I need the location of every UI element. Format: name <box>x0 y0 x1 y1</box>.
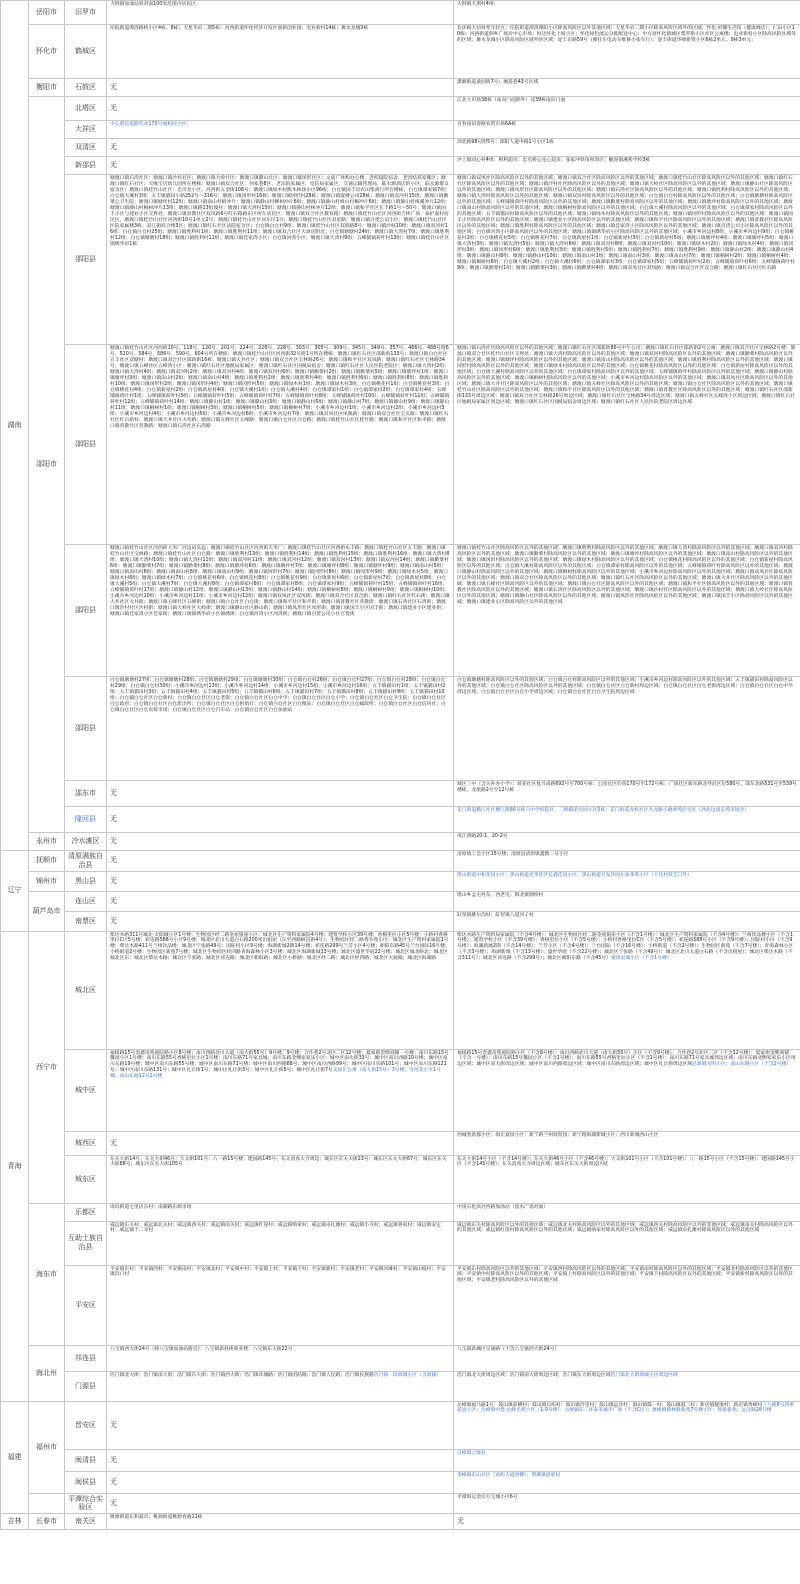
high-risk-cell: 无 <box>107 1131 454 1155</box>
medium-risk-cell: 塔山乡孟屯村东、西老屯；钢北镇钢铁村 <box>454 891 800 911</box>
county-cell: 邵阳县 <box>65 677 107 781</box>
medium-risk-cell: 潇湘街道桑园街7号；城基巷43号区域 <box>454 79 800 97</box>
medium-risk-cell: 平安镇东村除高风险区以外的其他区域；平安镇西村除高风险区以外的其他区域；平安镇南村除高风险区以外的其他区域；平安镇北村除高风险区以外的其他区域；平安镇中村除高风险区以外的其他区域；平安镇上村除高风险区以外的其他区域；平安镇下村除高风险区以外的其他区域；平安镇新村除高风险区以外的其他区域；平安镇老村除高风险区以外的其他区域 <box>454 1265 800 1345</box>
table-row <box>1 1155 800 1203</box>
medium-risk-cell: 东关大街14号小区（不含14号楼）；东关大街46号小区（不含46号楼）；大众街101号小区（不含101号楼）；八一路15号小区（不含15号楼）；建国路145号小区（不含145号楼）；东关清真大寺周边区域；城东区东关大街周边区域 <box>454 1155 800 1203</box>
county-cell: 平安区 <box>65 1265 107 1345</box>
table-row <box>1 545 800 677</box>
county-cell: 大祥区 <box>65 121 107 139</box>
county-cell: 互助土族自治县 <box>65 1221 107 1265</box>
table-row <box>1 1131 800 1155</box>
table-row <box>1 1 800 25</box>
medium-risk-cell: 江北大市场38栋（南向门面除外）及39栋南向门面 <box>454 97 800 121</box>
county-cell: 石鼓区 <box>65 79 107 97</box>
table-row <box>1 1345 800 1371</box>
table-row <box>1 871 800 891</box>
high-risk-cell: 无 <box>107 851 454 872</box>
county-cell: 鹤城区 <box>65 25 107 79</box>
county-cell: 闽侯县 <box>65 1471 107 1493</box>
table-row <box>1 677 800 781</box>
medium-risk-cell: 福绥路15号金鑫帝苑庭院路小区（不含8号楼）；南川西路北川大道（南大街55号）小区（不含9号楼）；合作巷2号北区二区（不含12号楼）；夏家街金牌商铺（不含一号楼）；南川东路15号馨园小区（不含1号楼）；南川东路55号香格里拉小区（不含1号楼）；南川东路71号家具城周边区域；南川东路北侧家家乐小区周边区域；城中区南大街周边区域；城中区南川西路周边区域；城中区南川东路周边区域；城中区礼让街周边区域总寨镇光明小区；南山东路小区（不含2号楼） <box>454 1049 800 1131</box>
high-risk-cell: 无 <box>107 157 454 175</box>
high-risk-cell: 大荆镇加油站斜对面100米范围内居民区； <box>107 1 454 25</box>
medium-risk-cell: 城区三中（含关补办小学）；蒋花社区复兴南路692号至700号栋；公园社区钓鱼170号至172号栋；广场社区新东路北外沿区位580号、邵东北路531号至539号楼栋、龙航路2号至12号栋 <box>454 781 800 807</box>
county-cell: 平潭综合实验区 <box>65 1493 107 1514</box>
city-cell: 海东市 <box>29 1203 65 1345</box>
high-risk-cell: 八宝镇西大街24号（除八宝镇加油站附近）；八宝镇新村街商业楼；八宝镇东大街22号 <box>107 1345 454 1371</box>
medium-risk-cell: 柴达木路生产资料局家属院（不含4号楼）；城北区生物园区经二路金座银座小区（不含1号楼）；城北区生产资料家属院（不含4号楼）；兰州饮品楼小区（不含1号楼）；建筑学校小区（不含39号楼）；香格里拉小区（不含5号楼）；小桥村香格里拉C区（不含5号楼）；祁连路588号小区（不含9号楼）；国际村小区（不含9号楼）；海湖新城2期（不含14号楼）；兰芳小区（不含4号楼）；兰台国际（不含16号楼）；小桥街道（不含2号楼）；生物园区新苑（不含7号楼）；青海森林小区（不含3号楼）；海湖新城（不含13号楼）；盛世华庭（不含22号楼）；城北区宁张路（不含49号）；城北区北川大道白石路（不含出租屋）；城北区柴达木路（不含311号）；城北区祁连路（不含299号）；城北区朝阳东路（不含45号）蒙琦星城小区（不含1号楼） <box>454 931 800 1049</box>
table-row <box>1 1449 800 1471</box>
table-row <box>1 781 800 807</box>
table-row <box>1 25 800 79</box>
table-row <box>1 911 800 931</box>
city-cell: 衡阳市 <box>29 79 65 97</box>
city-cell: 岳阳市 <box>29 1 65 25</box>
medium-risk-cell: 花门街道横江社区横江路86号栋六中学校院区、二桥路荣光园小区5栋；花门街道龙岭社区九龙路小晓翠苑住宅区（西北边国京苑市场旁） <box>454 807 800 833</box>
medium-risk-cell: 西城苑新都小区；海宏嘉园小区；新宁路兰州商贸园；新宁路海湖新城小区；西川新城西山小区 <box>454 1131 800 1155</box>
high-risk-cell: 无 <box>107 97 454 121</box>
medium-risk-cell: 白仓镇塘塘村除高风险区以外的其他区域；白仓镇白仓村除高风险区以外的其他区域；小溪市乡河边村除高风险区以外的其他区域；五丰镇猫田村除高风险区以外的其他区域；白仓镇白仓社区除高风险区以外的其他区域；白仓镇白仓社区白仓新村周边区域；白仓镇白仓社区白仓老街周边区域；白仓镇白仓社区白仓中学周边区域；白仓镇白仓社区白仓小学周边区域；白仓镇白仓社区白仓卫生院周边区域 <box>454 677 800 781</box>
medium-risk-cell: 北环路大信财兆年轻点；坨院街道潭湾潭阳小区除高风险区以外其他区域；天星华府二期小区除高风险区域外的区域；怀化·府馨生活馆（健康峰店）；仁田小区10栋；河西街道侗乡广场旁中心市场；恒达怀化上坡小区；怀化绿色流运分拣配送中心；中方县怀化鹤城区梨罗街小区社区公寓楼；电业新村小区除高风险区域外的区域；舞水龙城小区除高风险区域外的区域；迎丰东路59号（摩托车电动车维修小张车行）；迎丰街道华峰新资小区6栋2单元、9栋3单元； <box>454 25 800 79</box>
table-row <box>1 157 800 175</box>
medium-risk-cell: 塘渡口镇桂竹山社区除高风险区以外的其他区域；塘渡口镇胜利村除高风险区以外的其他区域；塘渡口镇大湾村除高风险区以外的其他区域；塘渡口镇双河村除高风险区以外的其他区域；塘渡口镇勤菜村除高风险区以外的其他区域；塘渡口镇塘坪村除高风险区以外的其他区域；塘渡口镇南山村除高风险区以外的其他区域；塘渡口镇冈形村除高风险区以外的其他区域；塘渡口镇绿木村除高风险区以外的其他区域；白仓镇桃花村除高风险区以外的其他区域；白仓镇新屋村除高风险区以外的其他区域；白仓镇大溪村除高风险区以外的其他区域；白仓镇谭家村除高风险区以外的其他区域；五峰铺镇荷叶村除高风险区以外的其他区域；塘渡口镇静山村除高风险区以外的其他区域；塘渡口镇桐树村除高风险区以外的其他区域；小溪市乡河边村除高风险区以外的其他区域；塘渡口镇双凤社区除高风险区以外的其他区域；塘渡口镇双合社区除高风险区以外的其他区域；塘渡口镇红石社区除高风险区以外的其他区域；塘渡口镇大井社区除高风险区以外的其他区域；塘渡口镇五峰社区除高风险区以外的其他区域；塘渡口镇白仓社区除高风险区以外的其他区域；塘渡口镇和平社区除高风险区以外的其他区域；塘渡口镇普教社区除高风险区以外的其他区域；塘渡口镇石湾社区除高风险区以外的其他区域；塘渡口镇沙村社区除高风险区以外的其他区域；塘渡口镇大岭社区除高风险区以外的其他区域；塘渡口镇静山社区除高风险区以外的其他区域；塘渡口镇凤形社区除高风险区以外的其他区域；塘渡口镇国丰小区除高风险区以外的其他区域；塘渡口镇建业小区除高风险区以外的其他区域 <box>454 545 800 677</box>
table-row <box>1 891 800 911</box>
table-row <box>1 807 800 833</box>
medium-risk-cell: 白樟镇云渡村 <box>454 1449 800 1471</box>
table-row <box>1 1265 800 1345</box>
city-cell: 永州市 <box>29 833 65 851</box>
table-row <box>1 1221 800 1265</box>
county-cell: 北塔区 <box>65 97 107 121</box>
table-row <box>1 1049 800 1131</box>
high-risk-cell: 福绥路15号金鑫帝苑庭院路小区8号楼；南川西路北川大道（南大街55号）9号楼，9号楼；合作巷2号北区二区12号楼；夏家街金牌商铺一号楼；南川东路15号馨园小区1号楼；南川东路55号香格里拉小区1号楼；南川东路71号家具城；南川东路北侧家家乐小区；城中区南大街33号；城中区南川西路10号楼；城中区南川东路19号楼；城中区南川东路55号楼；城中区南川东路71号楼；城中区南川西路88号；城中区南川西路99号；城中区南川东路101号；城中区南川东路121号；城中区南川东路131号；城中区礼让街1号；城中区礼让街3号；城中区礼让街5号；城中区礼让街7号美居汇公寓（南大街15号）3号楼；雪莲花小区1号楼；南山东路12号2号楼 <box>107 1049 454 1131</box>
county-cell: 黑山县 <box>65 871 107 891</box>
medium-risk-cell: 塘渡口镇石湾社区除高风险区以外的其他区域；塘渡口镇红石社区邵新街86号中午公司；塘渡口镇红石社区邵新街2号公寓；塘渡口镇双合社区宝林路2号楼；塘渡口镇双合社区桂竹山社区交界处；塘渡口镇大湾村除高风险区以外的其他区域；塘渡口镇双河村除高风险区以外的其他区域；塘渡口镇勤菜村除高风险区以外的其他区域；塘渡口镇塘坪村除高风险区以外的其他区域；塘渡口镇南山村除高风险区以外的其他区域；塘渡口镇胜利村除高风险区以外的其他区域；塘渡口镇冈形村除高风险区以外的其他区域；塘渡口镇绿木村除高风险区以外的其他区域；白仓镇桃花村除高风险区以外的其他区域；白仓镇新屋村除高风险区以外的其他区域；白仓镇大溪村除高风险区以外的其他区域；白仓镇谭家村除高风险区以外的其他区域；五峰铺镇荷叶村除高风险区以外的其他区域；塘渡口镇静山村除高风险区以外的其他区域；塘渡口镇桐树村除高风险区以外的其他区域；小溪市乡河边村除高风险区以外的其他区域；塘渡口镇双凤社区除高风险区以外的其他区域；塘渡口镇大井社区除高风险区以外的其他区域；塘渡口镇五峰社区除高风险区以外的其他区域；塘渡口镇白仓社区除高风险区以外的其他区域；塘渡口镇桂竹山社区除高风险区以外的其他区域；塘渡口镇和平社区除高风险区以外的其他区域；塘渡口镇普教社区除高风险区以外的其他区域；塘渡口镇红石社区邵新街133号周边区域；塘渡口镇双合社区宝林路26号周边区域；塘渡口镇红石社区宝林路34号周边区域；塘渡口镇五峰社区五峰湾小区周边区域；塘渡口镇红石社区地税局家属区周边区域；塘渡口镇红石社区国税局宿舍周边区域；塘渡口镇红石社区人民医院老院区周边区域 <box>454 345 800 545</box>
county-cell: 城中区 <box>65 1049 107 1131</box>
medium-risk-cell: 百春园旧春路农贸市场6A栋 <box>454 121 800 139</box>
city-cell: 邵阳市 <box>29 97 65 833</box>
table-row <box>1 851 800 872</box>
county-cell: 城北区 <box>65 931 107 1049</box>
table-row <box>1 931 800 1049</box>
high-risk-cell: 无 <box>107 833 454 851</box>
high-risk-cell: 白仓镇塘塘村27组；白仓镇塘塘村28组；白仓镇塘塘村29组；白仓镇塘塘村30组；白仓镇白仓村26组；白仓镇白仓村27组；白仓镇白仓村28组；白仓镇白仓村29组；白仓镇白仓村30组；小溪市乡河边村13组；小溪市乡河边村14组；小溪市乡河边村15组；小溪市乡河边村16组；五丰镇猫田村1组；五丰镇猫田村2组；五丰镇猫田村3组；五丰镇猫田村4组；五丰镇猫田村5组；五丰镇猫田村6组；五丰镇猫田村7组；五丰镇猫田村8组；五丰镇猫田村9组；五丰镇猫田村10组；白仓镇白仓社区白仓新村；白仓镇白仓社区白仓老街；白仓镇白仓社区白仓中学；白仓镇白仓社区白仓小学；白仓镇白仓社区白仓卫生院；白仓镇白仓社区白仓政府；白仓镇白仓社区白仓派出所；白仓镇白仓社区白仓供销社；白仓镇白仓社区白仓粮站；白仓镇白仓社区白仓邮政所；白仓镇白仓社区白仓信用社；白仓镇白仓社区白仓农贸市场；白仓镇白仓社区白仓汽车站；白仓镇白仓社区白仓加油站 <box>107 677 454 781</box>
high-risk-cell: 东关大街14号；东关大街46号；大众街101号；八一路15号楼；建国路145号；东关清真大寺周边；城东区东关大街23号；城东区东关大街67号；城东区东关大街88号；城东区东关大街105号 <box>107 1155 454 1203</box>
province-cell: 福建 <box>1 1401 29 1514</box>
province-cell: 青海 <box>1 931 29 1401</box>
county-cell: 南票区 <box>65 911 107 931</box>
city-cell: 葫芦岛市 <box>29 891 65 931</box>
medium-risk-cell: 平潭海运金岸万宝城小区6号 <box>454 1493 800 1514</box>
high-risk-cell: 坨院街道潭湾路桥小区4栋、8栋；天星华府二期5栋；河西街道怀化经济开发区创新创业园；电业新村14栋；舞水龙城3栋 <box>107 25 454 79</box>
high-risk-cell: 无 <box>107 1401 454 1449</box>
high-risk-cell: 浩门镇北大街；浩门镇南大街；浩门镇东大街；浩门镇西大街；浩门镇环城路；浩门镇团结路；浩门镇人民路；浩门镇民族路浩门镇一段商城小区（含商铺） <box>107 1371 454 1401</box>
county-cell: 南关区 <box>65 1514 107 1530</box>
city-cell: 长春市 <box>29 1514 65 1530</box>
county-cell: 邵东市 <box>65 781 107 807</box>
county-cell: 汨罗市 <box>65 1 107 25</box>
table-row <box>1 121 800 139</box>
high-risk-cell: 桃源街道东和超市；桃源街道桃源春晓11栋 <box>107 1514 454 1530</box>
medium-risk-cell: 清原镇工会小区15号楼；清原县清原镇鑫数二号小区 <box>454 851 800 872</box>
county-cell: 城东区 <box>65 1155 107 1203</box>
county-cell: 闽清县 <box>65 1449 107 1471</box>
province-cell: 吉林 <box>1 1514 29 1530</box>
county-cell: 冷水滩区 <box>65 833 107 851</box>
medium-risk-cell: 缸窑镇姚尔沟村；缸窑镇八道河子村 <box>454 911 800 931</box>
high-risk-cell: 无 <box>107 807 454 833</box>
table-row <box>1 1471 800 1493</box>
city-cell <box>29 1493 65 1514</box>
medium-risk-cell: 威远镇东关村除高风险区以外的其他区域；威远镇北关村除高风险区以外的其他区域；威远镇西关村除高风险区以外的其他区域；威远镇南关村除高风险区以外的其他区域；威远镇红崖村除高风险区以外的其他区域；威远镇纳家村除高风险区以外的其他区域；威远镇卓扎滩村除高风险区以外的其他区域 <box>454 1221 800 1265</box>
county-cell: 清原满族自治县 <box>65 851 107 872</box>
high-risk-cell: 塘渡口镇石湾社区：塘渡口镇沙村社区：塘渡口镇大岭社区；塘渡口镇静山社区；塘渡口镇凤形社区；文庙广休购办公楼、老校寝院宿舍、老团结邓家搬区；塘渡口镇红石社区；天缘宝贝幼儿园所在楼栋；塘渡口镇双合社区：何家巷8区、老法院家属区、电信局家属区、交通运输管理局、陆水源酒店的小区，陆水源群众宿舍区；塘渡口镇桂竹山社区：忠洋龙小区、河西街五金街108号；塘渡口镇绿木村熊木林场小区96栋；白仓镇国丰房农田集商行所在楼栋；白仓镇谭家镇7组；白仓镇大溪村3组；五丰镇猫田小路252号～316号；塘渡口镇冈形村16栋；塘渡口镇冈形村28栋；塘渡口镇厦楼公司28栋；塘渡口镇双河村15组；塘渡口镇勤菜公卫生院；塘渡口镇塘坪村12组；塘渡口镇南山村板冲片；塘渡口镇静山村柳树冲片6组；塘渡口镇静山村峰山村桐冲片6组；塘渡口镇静山村梅溪冲片12组；塘渡口镇静山村桐树冲片13组；塘渡口镇路13组坡村；塘渡口镇大湾村15组；塘渡口镇静山村林冲片12组；塘渡口镇和平社区长丰路1号～50号；塘渡口镇国丰小区与建业小区交界处；塘渡口镇普教社区双凤路6号红石路路东区所在居民区；塘渡口镇双合社区教育路；塘渡口镇桂竹山社区河西街吉林广场、泰护嘉村居民区，塘渡口镇桂竹山社区河西街10号1单元2号；塘渡口镇桂竹山社区居东区1号；塘渡口镇桂竹山社区双星路；塘渡口镇百货公司小区；塘渡口镇桂竹山社区医院家属楼3栋；双江街综合楼3区；塘渡口镇红石社区法院宿舍区；白仓镇白仓村9组；塘渡口镇桂竹山社区双新路8号；塘渡口镇沙村10组；塘渡口镇双河村16组；白仓镇白仓村25组；塘渡口镇胜利村1组；塘渡口镇胜利村11组；塘渡口镇双合社区大酒店附近；白仓镇塘塘村24组；塘渡口镇大湾村7组；塘渡口镇胜利村12组；白仓镇塘塘村18组；塘渡口镇胜利村11组；塘渡口镇佳家湾小区；白仓镇河湾小区；塘渡口镇大湾村9组；五峰铺镇荷叶村13组；塘渡口镇桂竹山社区锦绣华府1栋 <box>107 175 454 345</box>
county-cell: 城西区 <box>65 1131 107 1155</box>
high-risk-cell: 无 <box>107 911 454 931</box>
table-row <box>1 1401 800 1449</box>
medium-risk-cell: 中国石化滨河西路加油站（湟水广场对面） <box>454 1203 800 1221</box>
high-risk-cell: 塘渡口镇桂竹山社区河西街大米厂河边码头边；塘渡口镇桂竹山社区河西街大米厂；塘渡口镇桂竹山社区河西街永丰路；塘渡口镇桂竹山社区五丰路；塘渡口镇桂竹山社区宝林路；塘渡口镇桂竹山社区白仓路；塘渡口镇胜利村13组；塘渡口镇胜利村14组；塘渡口镇胜利村15组；塘渡口镇胜利村16组；塘渡口镇大湾村8组；塘渡口镇大湾村10组；塘渡口镇大湾村11组；塘渡口镇双河村11组；塘渡口镇双河村12组；塘渡口镇双河村13组；塘渡口镇双河村14组；塘渡口镇勤菜村6组；塘渡口镇勤菜村7组；塘渡口镇勤菜村8组；塘渡口镇塘坪村6组；塘渡口镇塘坪村7组；塘渡口镇塘坪村8组；塘渡口镇塘坪村9组；塘渡口镇南山村5组；塘渡口镇南山村6组；塘渡口镇南山村8组；塘渡口镇南山村9组；塘渡口镇冈形村7组；塘渡口镇冈形村8组；塘渡口镇冈形村9组；塘渡口镇绿木村5组；塘渡口镇绿木村6组；塘渡口镇绿木村7组；白仓镇桃花村6组；白仓镇桃花村8组；白仓镇桃花村9组；白仓镇新屋村6组；白仓镇新屋村7组；白仓镇新屋村8组；白仓镇大溪村5组；白仓镇大溪村7组；白仓镇大溪村8组；白仓镇谭家村6组；白仓镇谭家村8组；白仓镇谭家村9组；五峰铺镇荷叶村15组；五峰铺镇荷叶村16组；五峰铺镇荷叶村17组；塘渡口镇静山村12组；塘渡口镇静山村13组；塘渡口镇静山村14组；塘渡口镇桐树村8组；塘渡口镇桐树村9组；塘渡口镇桐树村10组；小溪市乡河边村10组；小溪市乡河边村11组；小溪市乡河边村12组；塘渡口镇双凤社区双凤街；塘渡口镇双合社区双合街；塘渡口镇红石社区红石街；塘渡口镇大井社区大井街；塘渡口镇五峰社区五峰街；塘渡口镇白仓社区白仓街；塘渡口镇和平社区和平街；塘渡口镇普教社区普教街；塘渡口镇石湾社区石湾街；塘渡口镇沙村社区沙村街；塘渡口镇大岭社区大岭街；塘渡口镇静山社区静山街；塘渡口镇凤形社区凤形街；塘渡口镇国丰小区国丰街；塘渡口镇建业小区建业街；塘渡口镇佳家湾小区佳家街；塘渡口镇锦绣华府小区锦绣街；白仓镇河湾小区河湾街；塘渡口镇百货公司小区百货街 <box>107 545 454 677</box>
city-cell: 西宁市 <box>29 931 65 1203</box>
high-risk-cell: 无 <box>107 1471 454 1493</box>
medium-risk-cell: 金峰镇东山社区（南屿大道西侧）；荆溪镇徐家村 <box>454 1471 800 1493</box>
city-cell: 锦州市 <box>29 871 65 891</box>
high-risk-cell: 无 <box>107 871 454 891</box>
county-cell: 隆回县 <box>65 807 107 833</box>
table-row <box>1 139 800 157</box>
county-cell: 双清区 <box>65 139 107 157</box>
county-cell: 邵阳县 <box>65 345 107 545</box>
risk-area-table-body <box>1 1 800 1530</box>
medium-risk-cell: 浩门镇北大街周边区域；浩门镇南大街周边区域；浩门镇东大街周边区域浩门镇北大街商城小区周边区域 <box>454 1371 800 1401</box>
table-row <box>1 1203 800 1221</box>
county-cell: 晋安区 <box>65 1401 107 1449</box>
province-cell: 辽宁 <box>1 851 29 932</box>
high-risk-cell: 无 <box>107 1493 454 1514</box>
county-cell: 乐都区 <box>65 1203 107 1221</box>
table-row <box>1 833 800 851</box>
medium-risk-cell: 大荆镇大荆村4组； <box>454 1 800 25</box>
medium-risk-cell: 无 <box>454 1514 800 1530</box>
province-cell: 湖南 <box>1 1 29 851</box>
high-risk-cell: 柴达木路311号城北·太阳城小区1号楼；生物园区经二路金座银座小区；城北区生产资料家属院4号楼；建筑学校小区39号楼；香格里拉小区5号楼；小桥村香格里拉C区5号楼；祁连路588号小区9号楼；城北区北川大道白石路200米出租屋（东至西路纵直街4号）；生物园区经二路秀水苑小区；城北区生产资料家属院1号楼；柴达木路411号兰州饮品楼；城北区宁张路49号；国际村小区9号楼；海湖新城2期14号楼；祁连路299号兰芳小区4号楼；朝阳东路45号兰台国际16号楼；小桥街道2号楼；生物园区新苑7号楼；城北区生物园区经四路青海森林小区3号楼；城北区海湖新城13号楼；城北区盛世华庭22号楼；城北区城北路北；城北区城北区东；城北区柴达木路；城北区宁张路；城北区祁连路；城北区朝阳路；城北区小桥路；城北区经二路；城北区经四路；城北区大通路；城北区海湖路 <box>107 931 454 1049</box>
table-row <box>1 97 800 121</box>
medium-risk-cell: 塘渡口镇双凤社区除高风险区以外的其他区域；塘渡口镇双合社区除高风险区以外的其他区域；塘渡口镇桂竹山社区除高风险区以外的其他区域；塘渡口镇红石社区除高风险区以外的其他区域；塘渡口镇沙村社区除高风险区以外的其他区域；塘渡口镇大岭社区除高风险区以外的其他区域；塘渡口镇静山社区除高风险区以外的其他区域；塘渡口镇凤形社区除高风险区以外的其他区域；塘渡口镇石湾社区除高风险区以外的其他区域；塘渡口镇胜利村除高风险区以外的其他区域；塘渡口镇大湾村除高风险区以外的其他区域；塘渡口镇双河村除高风险区以外的其他区域；白仓镇白仓村除高风险区以外的其他区域；白仓镇塘塘村除高风险区以外的其他区域；五峰铺镇荷叶村除高风险区以外的其他区域；塘渡口镇勤菜村除高风险区以外的其他区域；塘渡口镇塘坪村除高风险区以外的其他区域；塘渡口镇南山村除高风险区以外的其他区域；塘渡口镇桐树村除高风险区以外的其他区域；白仓镇大溪村除高风险区以外的其他区域；白仓镇谭家村除高风险区以外的其他区域；五丰镇猫田村除高风险区以外的其他区域；塘渡口镇绿木村除高风险区以外的其他区域；塘渡口镇冈形村除高风险区以外的其他区域；塘渡口镇国丰小区除高风险区以外的其他区域；塘渡口镇建业小区除高风险区以外的其他区域；塘渡口镇和平社区除高风险区以外的其他区域；塘渡口镇普教社区除高风险区以外的其他区域；塘渡口镇胜利村除高风险区以外的其他区域；塘渡口镇佳家湾小区除高风险区以外的其他区域；塘渡口镇百货公司小区除高风险区以外的其他区域；白仓镇河湾小区除高风险区以外的其他区域；塘渡口镇锦绣华府小区除高风险区以外的其他区域；小溪市乡河边村8组；小溪市乡河边村9组；白仓镇桃花村2组；白仓镇桃花村5组；白仓镇桃花村7组；白仓镇新屋村1组；白仓镇新屋村3组；白仓镇新屋村5组；塘渡口镇塘坪村4组；塘渡口镇塘坪村5组；塘渡口镇大湾村3组；塘渡口镇大湾村5组；塘渡口镇大湾村6组；塘渡口镇双河村8组；塘渡口镇双河村10组；塘渡口镇绿木村2组；塘渡口镇绿木村4组；塘渡口镇冈形村3组；塘渡口镇冈形村6组；塘渡口镇胜利村3组；塘渡口镇胜利村5组；塘渡口镇胜利村7组；塘渡口镇胜利村9组；塘渡口镇静山村2组；塘渡口镇静山村4组；塘渡口镇静山村8组；塘渡口镇静山村10组；塘渡口镇南山村1组；塘渡口镇南山村3组；塘渡口镇南山村7组；塘渡口镇桐树村2组；塘渡口镇桐树村4组；塘渡口镇桐树村6组；白仓镇大溪村2组；白仓镇大溪村6组；白仓镇谭家村3组；白仓镇谭家村5组；五峰铺镇荷叶村2组；五峰铺镇荷叶村6组；五峰铺镇荷叶村9组；塘渡口镇勤菜村1组；塘渡口镇勤菜村3组；塘渡口镇勤菜村4组；塘渡口镇双凤社区双凤路；塘渡口镇双合社区双合路；塘渡口镇红石社区红石路 <box>454 175 800 345</box>
table-row <box>1 1371 800 1401</box>
county-cell: 邵阳县 <box>65 175 107 345</box>
county-cell: 连山区 <box>65 891 107 911</box>
high-risk-cell: 无 <box>107 891 454 911</box>
medium-risk-cell: 黑山街道中和花园小区；黑山街道光华社区亿鑫佳园小区；黑山街道开发区阿尔泰莱希小区（卡达村铁艺门外） <box>454 871 800 891</box>
table-row <box>1 1514 800 1530</box>
medium-risk-cell: 八宝镇新城区交通路（不含八宝镇西大街24号） <box>454 1345 800 1371</box>
high-risk-cell: 平安镇东村；平安镇西村；平安镇南村；平安镇北村；平安镇中村；平安镇上村；平安镇下村；平安镇新村；平安镇老村；平安镇河滩村；平安镇山坡村；平安镇沟口村 <box>107 1265 454 1345</box>
high-risk-cell: 岗沟街道七里店东村；南湖路东源市场 <box>107 1203 454 1221</box>
medium-risk-cell: 岚江西路20-1、20-2号 <box>454 833 800 851</box>
city-cell: 福州市 <box>29 1401 65 1493</box>
county-cell: 邵阳县 <box>65 545 107 677</box>
city-cell: 抚顺市 <box>29 851 65 872</box>
county-cell: 新邵县 <box>65 157 107 175</box>
medium-risk-cell: 坪上镇同心村4组；利利超市；忠水桥心连心超市；张家冲铁角坝湾店；酿泥镇溪桥学校3栋 <box>454 157 800 175</box>
high-risk-cell: 无 <box>107 79 454 97</box>
table-row <box>1 175 800 345</box>
high-risk-cell: 中心碧信道路劳动170号丽和园小区； <box>107 121 454 139</box>
high-risk-cell: 无 <box>107 781 454 807</box>
high-risk-cell: 威远镇东关村；威远镇北关村；威远镇西关村；威远镇南关村；威远镇红崖村；威远镇纳家村；威远镇卓扎滩村；威远镇小寺村；威远镇鲁家村；威远镇安定村；威远镇十二寺村 <box>107 1221 454 1265</box>
county-cell: 祁连县 <box>65 1345 107 1371</box>
medium-risk-cell: 岳峰镇福马路1号；鼓山镇前横村；鼓山镇后屿村；鼓山镇洋里村；鼓山镇远洋村；鼓山镇鼓一村；鼓山镇鼓二村；新店镇健康村；新店镇秀峰村三八路8号四季花园小区；岳峰镇中建·岳峰名苑小区（1-9号楼）；岳峰镇东二环泰禾城市广场（不含C区）；象峰镇鹤林路新苑7号楼小区；汤排新苑；远洋路28号楼 <box>454 1401 800 1449</box>
table-row <box>1 79 800 97</box>
table-row <box>1 1493 800 1514</box>
high-risk-cell: 无 <box>107 1449 454 1471</box>
city-cell: 海北州 <box>29 1345 65 1401</box>
high-risk-cell: 无 <box>107 139 454 157</box>
high-risk-cell: 塘渡口镇桂竹山社区河西街10号、118号、120号、201号、224号、226号、228号、303号、305号、309号、345号、349号、357号、466号、488号附6号、520号、584号、586号、590号、604号所在楼栋；塘渡口镇桂竹山社区河西街32号附1号所在楼栋；塘渡口镇红石社区邵新街133号；塘渡口镇白仓社区五丰社区双塘村；塘渡口镇双合社区邵新街16栋；塘渡口镇大井社区；塘渡口镇双合社区宝林路26号；塘渡口镇和平社区双凤路；塘渡口镇红石社区宝林路34号；塘渡口镇五峰社区五峰湾小区；塘渡口镇红石社区地税局家属区；塘渡口镇红石社区国税局宿舍；塘渡口镇红石社区人民医院老院区；塘渡口镇大湾村2组；塘渡口镇大湾村4组；塘渡口镇双河村2组；塘渡口镇双河村4组；塘渡口镇双河村6组；塘渡口镇勤菜村2组；塘渡口镇勤菜村5组；塘渡口镇塘坪村1组；塘渡口镇塘坪村3组；塘渡口镇南山村2组；塘渡口镇南山村4组；塘渡口镇胜利村2组；塘渡口镇胜利村4组；塘渡口镇胜利村6组；塘渡口镇胜利村8组；塘渡口镇胜利村10组；塘渡口镇冈形村2组；塘渡口镇冈形村4组；塘渡口镇冈形村5组；塘渡口镇绿木村1组；塘渡口镇绿木村3组；白仓镇桃花村1组；白仓镇桃花村3组；白仓镇桃花村4组；白仓镇新屋村2组；白仓镇新屋村4组；白仓镇大溪村1组；白仓镇大溪村4组；白仓镇谭家村1组；白仓镇谭家村2组；白仓镇谭家村4组；五峰铺镇荷叶村1组；五峰铺镇荷叶村3组；五峰铺镇荷叶村5组；五峰铺镇荷叶村7组；五峰铺镇荷叶村8组；五峰铺镇荷叶村10组；五峰铺镇荷叶村11组；五峰铺镇荷叶村12组；五峰铺镇荷叶村14组；塘渡口镇静山村1组；塘渡口镇静山村3组；塘渡口镇静山村5组；塘渡口镇静山村7组；塘渡口镇静山村9组；塘渡口镇静山村11组；塘渡口镇桐树村1组；塘渡口镇桐树村3组；塘渡口镇桐树村5组；塘渡口镇桐树村7组；小溪市乡河边村1组；小溪市乡河边村2组；小溪市乡河边村3组；小溪市乡河边村4组；小溪市乡河边村5组；小溪市乡河边村6组；小溪市乡河边村7组；塘渡口镇双凤社区凤凰路；塘渡口镇双合社区宝庆路；塘渡口镇红石社区红石新村；塘渡口镇大井社区大井路；塘渡口镇五峰社区五峰路；塘渡口镇白仓社区白仓路；塘渡口镇桂竹山社区桂竹路；塘渡口镇和平社区和平路；塘渡口镇普教社区普教路；塘渡口镇石湾社区石湾路 <box>107 345 454 545</box>
city-cell: 怀化市 <box>29 25 65 79</box>
table-row <box>1 345 800 545</box>
medium-risk-cell: 坝北路98号附5号；邵阳人道中路1号小区1栋 <box>454 139 800 157</box>
county-cell: 门源县 <box>65 1371 107 1401</box>
